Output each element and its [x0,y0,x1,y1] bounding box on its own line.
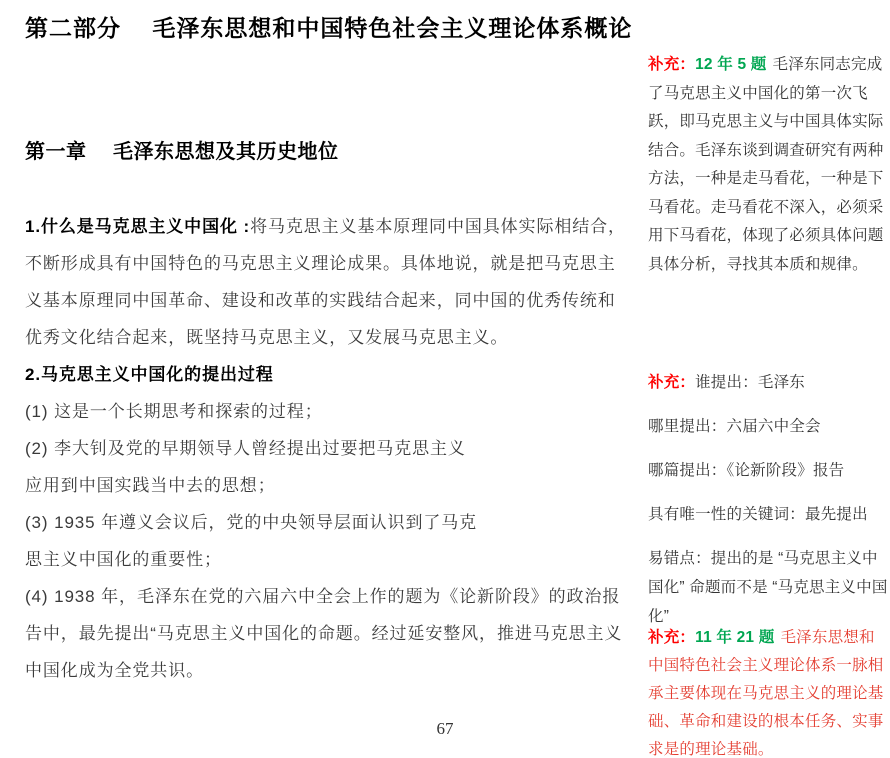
supplement-label: 补充： [648,56,696,73]
body-line: 义基本原理同中国革命、建设和改革的实践结合起来，同中国的优秀传统和 [25,291,616,310]
part-title: 第二部分 毛泽东思想和中国特色社会主义理论体系概论 [25,15,633,41]
list-item-3: (3) 1935 年遵义会议后，党的中央领导层面认识到了马克 [25,513,478,532]
list-item-4-end: 中国化成为全党共识。 [25,661,204,680]
definition-line [25,208,655,245]
annotation-body: 毛泽东思想和中国特色社会主义理论体系一脉相承主要体现在马克思主义的理论基础、革命和建设的根本任务、实事求是的理论基础。 [648,629,884,758]
list-item-3-cont: 思主义中国化的重要性； [25,550,222,569]
main-text [25,208,655,689]
supplement-label: 补充： [648,629,696,646]
body-line: 优秀文化结合起来，既坚持马克思主义，又发展马克思主义。 [25,328,509,347]
definition-label: 1.什么是马克思主义中国化 : [25,217,251,236]
key-point-who [648,368,890,397]
annotation-key-points [648,368,890,646]
exam-ref-12-5: 12 年 5 题 [695,56,767,73]
definition-text: 将马克思主义基本原理同中国具体实际相结合， [250,217,626,236]
page-number: 67 [436,719,454,738]
exam-ref-11-21: 11 年 21 题 [695,629,775,646]
body-line: 不断形成具有中国特色的马克思主义理论成果。具体地说，就是把马克思主 [25,254,616,273]
key-point-which: 哪篇提出：《论新阶段》报告 [648,462,845,479]
key-point-text: 谁提出：毛泽东 [695,374,806,391]
list-item-1: (1) 这是一个长期思考和探索的过程； [25,402,323,421]
list-item-4-cont: 告中，最先提出“马克思主义中国化的命题。经过延安整风，推进马克思主义 [25,624,623,643]
annotation-exam-12-5 [648,51,890,279]
key-point-keyword: 具有唯一性的关键词：最先提出 [648,506,868,523]
key-point-where: 哪里提出：六届六中全会 [648,418,821,435]
key-point-pitfall: 易错点：提出的是 “马克思主义中国化” 命题而不是 “马克思主义中国化” [648,550,888,625]
supplement-label: 补充： [648,374,696,391]
list-item-4: (4) 1938 年，毛泽东在党的六届六中全会上作的题为《论新阶段》的政治报 [25,587,621,606]
chapter-title: 第一章 毛泽东思想及其历史地位 [25,141,339,163]
section2-heading: 2.马克思主义中国化的提出过程 [25,365,274,384]
list-item-2: (2) 李大钊及党的早期领导人曾经提出过要把马克思主义 [25,439,466,458]
annotation-body: 毛泽东同志完成了马克思主义中国化的第一次飞跃，即马克思主义与中国具体实际结合。毛泽东谈到调查研究有两种方法，一种是走马看花，一种是下马看花。走马看花不深入，必须采用下马看花，体现了必须具体问题具体分析，寻找其本质和规律。 [648,56,884,273]
list-item-2-cont: 应用到中国实践当中去的思想； [25,476,276,495]
